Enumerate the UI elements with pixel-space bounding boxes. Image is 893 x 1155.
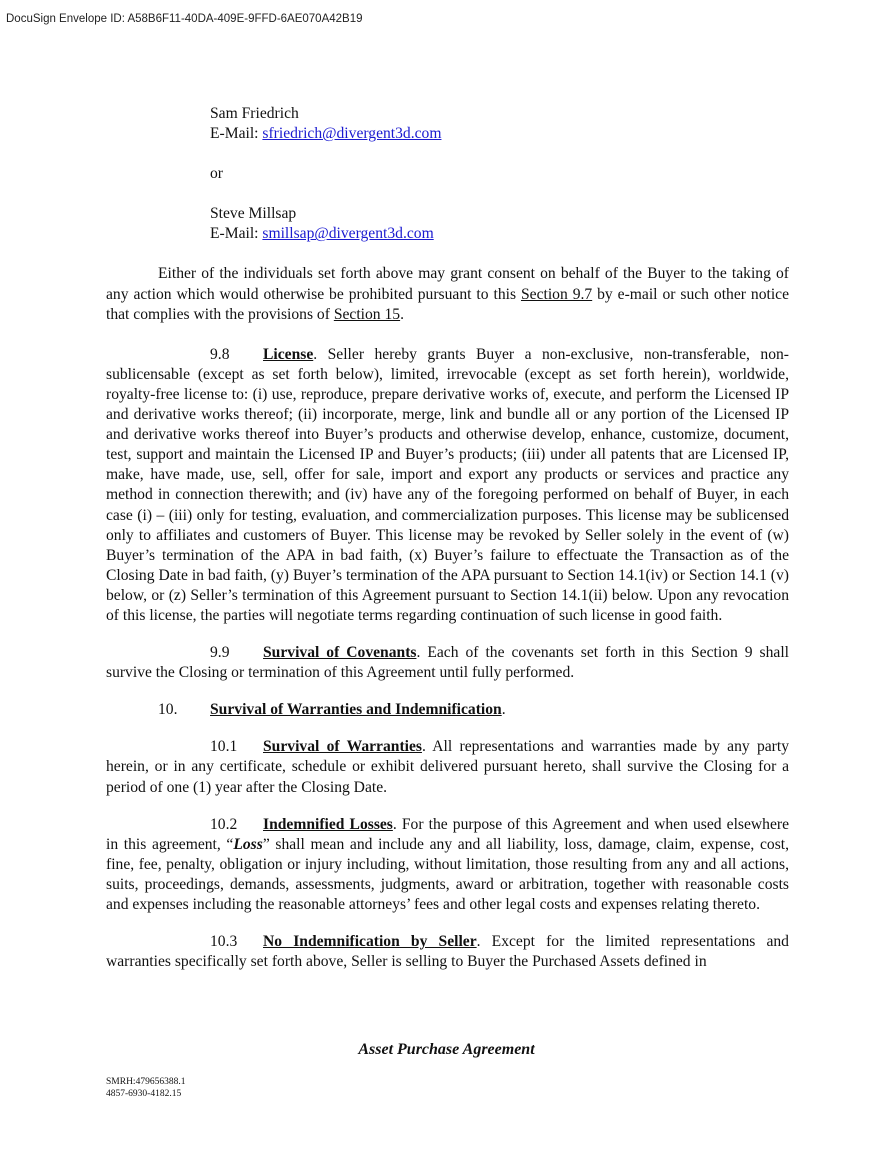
section-body: . For the purpose of this Agreement and when used elsewhere in this agreement, “	[106, 815, 789, 853]
section-ref-15: Section 15	[333, 305, 401, 323]
section-number: 9.8	[210, 345, 230, 363]
section-body: ” shall mean and include any and all liability, loss, damage, claim, expense, cost, fine, fee, penalty, obligation or injury including, without limitation, those resulting from any and all actions, suits, proceedings, demands, assessments, judgments, award or arbitration, together with reasonable costs and expenses including the reasonable attorneys’ fees and other legal costs and expenses relating thereto.	[106, 835, 789, 913]
section-body: . Each of the covenants set forth in this Section 9 shall survive the Closing or termination of this Agreement until fully performed.	[106, 644, 789, 682]
section-heading: License	[263, 345, 314, 363]
section-body: . Except for the limited representations and warranties specifically set forth above, Seller is selling to Buyer the Purchased Assets defined in	[106, 933, 789, 971]
article-heading-tail: .	[501, 701, 506, 719]
contact-block-2	[106, 204, 789, 244]
section-ref-9-7: Section 9.7	[520, 285, 593, 303]
section-number: 10.1	[210, 738, 238, 756]
contact-name-2: Steve Millsap	[210, 205, 297, 223]
section-9-9	[106, 643, 789, 683]
section-heading: Survival of Covenants	[263, 644, 417, 662]
section-heading: Survival of Warranties	[263, 738, 422, 756]
section-9-8	[106, 345, 789, 626]
contact-block-1	[106, 104, 789, 144]
defined-term-loss: Loss	[233, 835, 263, 853]
email-label: E-Mail:	[210, 125, 263, 143]
consent-text: Either of the individuals set forth above may grant consent on behalf of the Buyer to the taking of any action which would otherwise be prohibited pursuant to this	[106, 265, 789, 303]
consent-text: by e-mail or such other notice that complies with the provisions of	[106, 285, 789, 323]
section-heading: No Indemnification by Seller	[263, 933, 477, 951]
section-10-3	[106, 932, 789, 972]
section-number: 10.3	[210, 933, 238, 951]
section-body: . All representations and warranties made by any party herein, or in any certificate, schedule or exhibit delivered pursuant hereto, shall survive the Closing for a period of one (1) year after the Closing Date.	[106, 738, 789, 796]
contact-email-line-2	[210, 224, 789, 244]
section-10-2	[106, 815, 789, 915]
consent-paragraph	[106, 264, 789, 324]
contact-name-1: Sam Friedrich	[210, 105, 299, 122]
contact-email-line-1	[210, 124, 789, 144]
article-number: 10.	[158, 701, 178, 719]
contact-or: or	[210, 165, 223, 183]
article-heading: Survival of Warranties and Indemnification	[210, 701, 502, 719]
section-number: 10.2	[210, 815, 238, 833]
section-number: 9.9	[210, 644, 230, 662]
article-10	[106, 700, 789, 720]
section-body: . Seller hereby grants Buyer a non-exclusive, non-transferable, non-sublicensable (except as set forth below), limited, irrevocable (except as set forth herein), worldwide, royalty-free license to: (i) use, reproduce, prepare derivative works of, execute, and perform the Licensed IP and derivative works thereof; (ii) incorporate, merge, link and bundle all or any portion of the Licensed IP and derivative works thereof into Buyer’s products and otherwise develop, enhance, customize, document, test, support and maintain the Licensed IP and Buyer’s products; (iii) under all patents that are Licensed IP, make, have made, use, sell, offer for sale, import and export any products or services and practice any method in connection therewith; and (iv) have any of the foregoing performed on behalf of Buyer, in each case (i) – (iii) only for testing, evaluation, and commercialization purposes. This license may be sublicensed only to affiliates and customers of Buyer. This license may be revoked by Seller solely in the event of (w) Buyer’s termination of the APA in bad faith, (x) Buyer’s failure to effectuate the Transaction as of the Closing Date in bad faith, (y) Buyer’s termination of the APA pursuant to Section 14.1(iv) or Section 14.1 (v) below, or (z) Seller’s termination of this Agreement pursuant to Section 14.1(ii) below. Upon any revocation of this license, the parties will negotiate terms regarding continuation of such license in good faith.	[106, 345, 789, 624]
document-page	[106, 104, 789, 972]
footer-title: Asset Purchase Agreement	[358, 1041, 535, 1058]
email-link-sfriedrich[interactable]: sfriedrich@divergent3d.com	[262, 125, 442, 143]
document-id-block	[106, 1076, 185, 1100]
document-id-1: SMRH:479656388.1	[106, 1077, 186, 1087]
section-heading: Indemnified Losses	[263, 815, 393, 833]
section-10-1	[106, 737, 789, 797]
email-link-smillsap[interactable]: smillsap@divergent3d.com	[262, 225, 434, 243]
document-id-2: 4857-6930-4182.15	[106, 1089, 182, 1099]
email-label: E-Mail:	[210, 225, 263, 243]
consent-text: .	[400, 305, 405, 323]
docusign-envelope-id: DocuSign Envelope ID: A58B6F11-40DA-409E-9FFD-6AE070A42B19	[6, 13, 363, 25]
